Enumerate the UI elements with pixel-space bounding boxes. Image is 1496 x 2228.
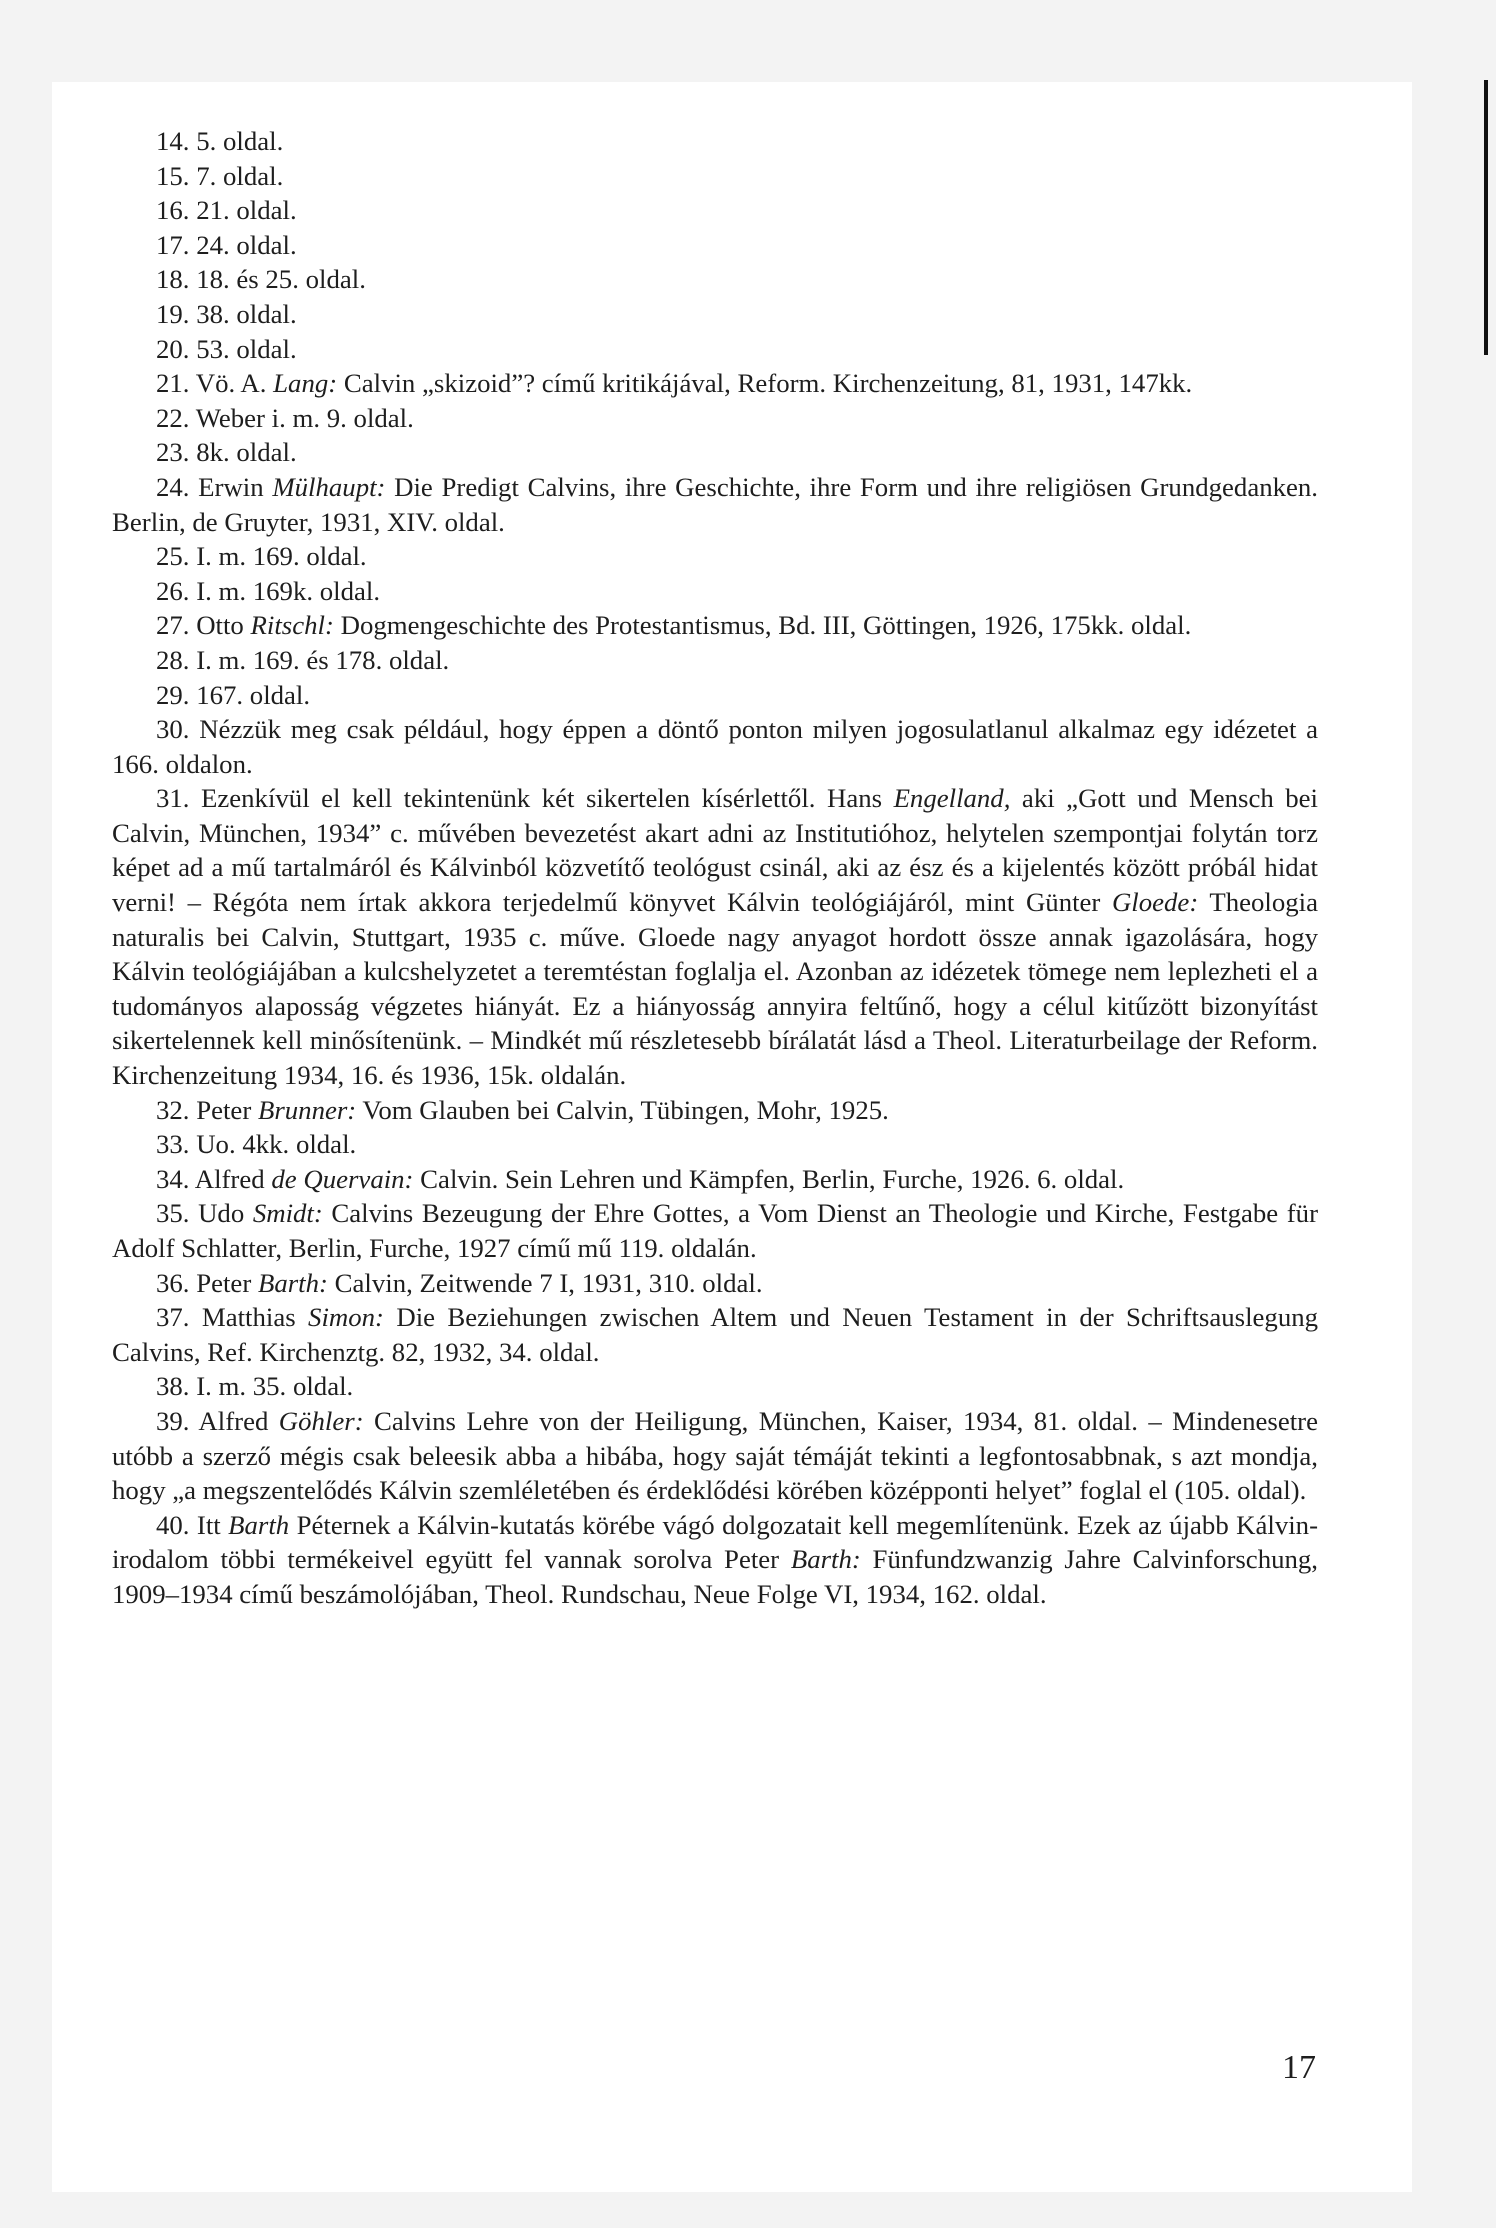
endnote-text: 30. Nézzük meg csak például, hogy éppen a döntő ponton milyen jogosulatlanul alkalmaz egy idézetet a 166. oldalon. [112,714,1318,779]
endnote [112,262,1318,297]
endnote-author-name: Mülhaupt: [272,471,386,502]
endnote [112,159,1318,194]
endnote-text: aki „Gott und Mensch bei Calvin, München, 1934” c. művében bevezetést akart adni az Institutióhoz, helytelen szempontjai folytán torz képet ad a mű tartalmáról és Kálvinból közvetítő teológust csinál, aki az ész és a kijelentés között próbál hidat verni! – Régóta nem írtak akkora terjedelmű könyvet Kálvin teológiájáról, mint Günter [112,783,1318,918]
endnote [112,1508,1318,1612]
endnote-author-name: Ritschl: [250,610,334,641]
endnote [112,124,1318,159]
endnote [112,1300,1318,1369]
endnote-author-name: de Quervain: [271,1163,414,1194]
endnote-text: Die Beziehungen zwischen Altem und Neuen Testament in der Schriftsauslegung Calvins, Ref. Kirchenztg. 82, 1932, 34. oldal. [112,1302,1319,1367]
endnote-text: Calvins Lehre von der Heiligung, München, Kaiser, 1934, 81. oldal. – Mindenesetre utóbb a szerző mégis csak beleesik abba a hibába, hogy saját témáját tekinti a legfontosabbnak, s azt mondja, hogy „a megszentelődés Kálvin szemléletében és érdeklődési körében középponti helyet” foglal el (105. oldal). [112,1405,1318,1506]
endnote-author-name: Engelland, [893,783,1011,814]
endnote [112,539,1318,574]
endnote-text: Calvin. Sein Lehren und Kämpfen, Berlin, Furche, 1926. 6. oldal. [413,1163,1125,1194]
endnote [112,1404,1318,1508]
endnote [112,1093,1318,1128]
endnote [112,1127,1318,1162]
endnote-text: Vom Glauben bei Calvin, Tübingen, Mohr, 1925. [356,1094,889,1125]
endnote-text: 39. Alfred [156,1405,279,1436]
endnote-author-name: Gloede: [1111,887,1199,918]
endnote [112,574,1318,609]
endnote [112,470,1318,539]
endnote [112,228,1318,263]
endnote-text: 35. Udo [156,1198,253,1229]
endnote-text: Calvin „skizoid”? című kritikájával, Reform. Kirchenzeitung, 81, 1931, 147kk. [337,368,1193,399]
endnote-text: 37. Matthias [156,1302,309,1333]
endnote [112,608,1318,643]
endnote [112,1266,1318,1301]
endnote-text: 40. Itt [156,1509,229,1540]
endnote-text: Dogmengeschichte des Protestantismus, Bd. III, Göttingen, 1926, 175kk. oldal. [333,610,1192,641]
endnote-author-name: Barth: [790,1544,861,1575]
endnote [112,401,1318,436]
endnote [112,781,1318,1092]
endnote-text: 22. Weber i. m. 9. oldal. [156,402,414,433]
endnote-text: 14. 5. oldal. [156,126,284,156]
endnote-text: 24. Erwin [156,471,273,502]
endnote-text: Fünfundzwanzig Jahre Calvinforschung, 1909–1934 című beszámolójában, Theol. Rundschau, Neue Folge VI, 1934, 162. oldal. [112,1544,1318,1609]
endnote-text: 20. 53. oldal. [156,333,297,364]
endnote-text: Péternek a Kálvin-kutatás körébe vágó dolgozatait kell megemlítenünk. Ezek az újabb Kálvin-irodalom többi termékeivel együtt fel vannak sorolva Peter [112,1509,1318,1575]
endnote-text: 26. I. m. 169k. oldal. [156,575,381,606]
endnote [112,332,1318,367]
endnote [112,643,1318,678]
endnote-author-name: Göhler: [278,1405,364,1436]
endnote-text: 19. 38. oldal. [156,298,297,329]
endnote-text: 17. 24. oldal. [156,229,297,260]
endnote-text: 38. I. m. 35. oldal. [156,1371,354,1402]
endnote [112,1369,1318,1404]
endnote [112,678,1318,713]
endnote-text: 29. 167. oldal. [156,679,311,710]
endnote-text: 32. Peter [156,1094,258,1125]
endnote-text: 34. Alfred [156,1163,272,1194]
endnote [112,435,1318,470]
page-number: 17 [1282,2049,1316,2086]
endnote-text: 16. 21. oldal. [156,195,297,226]
endnote-text: 27. Otto [156,610,251,641]
endnote [112,297,1318,332]
endnote [112,1196,1318,1265]
endnote-author-name: Lang: [273,368,338,399]
endnote-text: 18. 18. és 25. oldal. [156,264,366,295]
endnote [112,712,1318,781]
endnotes-list [112,124,1318,1612]
endnote [112,1162,1318,1197]
endnote-text: 15. 7. oldal. [156,160,284,191]
endnote-text: Calvin, Zeitwende 7 I, 1931, 310. oldal. [327,1267,763,1298]
endnote-author-name: Simon: [308,1302,384,1333]
endnote-text: Calvins Bezeugung der Ehre Gottes, a Vom Dienst an Theologie und Kirche, Festgabe für Adolf Schlatter, Berlin, Furche, 1927 című mű 119. oldalán. [112,1198,1318,1263]
endnote [112,193,1318,228]
endnote-author-name: Barth [228,1509,290,1540]
endnote-text: Theologia naturalis bei Calvin, Stuttgart, 1935 c. műve. Gloede nagy anyagot hordott össze annak igazolására, hogy Kálvin teológiájában a kulcshelyzetet a teremtéstan foglalja el. Azonban az idézetek tömege nem leplezheti el a tudományos alaposság végzetes hiányát. Ez a hiányosság annyira feltűnő, hogy a célul kitűzött bizonyítást sikertelennek kell minősítenünk. – Mindkét mű részletesebb bírálatát lásd a Theol. Literaturbeilage der Reform. Kirchenzeitung 1934, 16. és 1936, 15k. oldalán. [112,887,1318,1091]
endnote-text: 31. Ezenkívül el kell tekintenünk két sikertelen kísérlettől. Hans [156,783,894,814]
endnote-text: 21. Vö. A. [156,368,274,399]
endnote-text: 33. Uo. 4kk. oldal. [156,1129,357,1160]
endnote-text: 28. I. m. 169. és 178. oldal. [156,644,450,675]
scan-edge-line [1484,80,1488,355]
endnote [112,366,1318,401]
endnote-text: 23. 8k. oldal. [156,437,297,468]
endnote-author-name: Brunner: [257,1094,357,1125]
endnote-text: 25. I. m. 169. oldal. [156,541,367,572]
endnote-author-name: Smidt: [252,1198,323,1229]
endnote-author-name: Barth: [257,1267,328,1298]
endnote-text: Die Predigt Calvins, ihre Geschichte, ihre Form und ihre religiösen Grundgedanken. Berlin, de Gruyter, 1931, XIV. oldal. [112,471,1318,537]
endnote-text: 36. Peter [156,1267,258,1298]
